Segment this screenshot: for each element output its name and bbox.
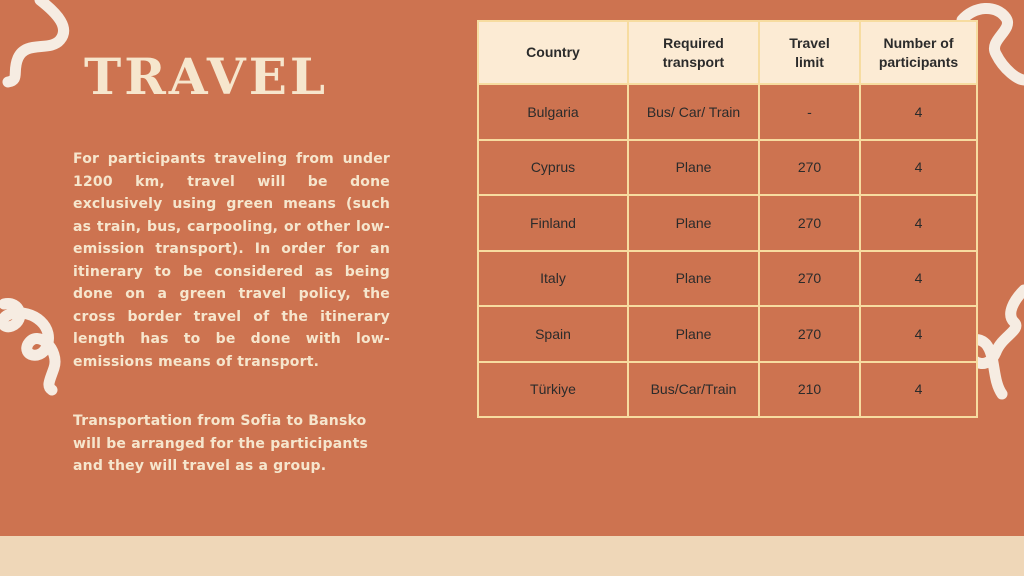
- header-travel-limit: [759, 21, 860, 84]
- cell-country: Finland: [478, 195, 628, 251]
- cell-country: Spain: [478, 306, 628, 362]
- cell-country: Türkiye: [478, 362, 628, 418]
- travel-table: [477, 20, 978, 418]
- transport-arrangement-paragraph: Transportation from Sofia to Bansko will be arranged for the participants and they will travel as a group.: [73, 413, 369, 474]
- table-row: [478, 140, 977, 196]
- squiggle-top-left-decoration: [0, 0, 80, 90]
- cell-participants: 4: [860, 251, 977, 307]
- squiggle-left-decoration: [0, 290, 75, 400]
- cell-travel-limit: 270: [759, 195, 860, 251]
- table-row: [478, 84, 977, 140]
- page-title: TRAVEL: [84, 47, 328, 106]
- cell-travel-limit: 270: [759, 140, 860, 196]
- table-header-row: [478, 21, 977, 84]
- header-required-transport: [628, 21, 759, 84]
- cell-transport: Bus/Car/Train: [628, 362, 759, 418]
- cell-transport: Bus/ Car/ Train: [628, 84, 759, 140]
- cell-participants: 4: [860, 140, 977, 196]
- cell-travel-limit: 270: [759, 251, 860, 307]
- cell-country: Italy: [478, 251, 628, 307]
- cell-country: Cyprus: [478, 140, 628, 196]
- cell-transport: Plane: [628, 251, 759, 307]
- header-country: Country: [478, 21, 628, 84]
- cell-travel-limit: -: [759, 84, 860, 140]
- header-number-of-participants: [860, 21, 977, 84]
- cell-participants: 4: [860, 306, 977, 362]
- cell-participants: 4: [860, 195, 977, 251]
- travel-table-container: [477, 20, 978, 418]
- cell-participants: 4: [860, 84, 977, 140]
- table-row: [478, 362, 977, 418]
- cell-participants: 4: [860, 362, 977, 418]
- header-travel-limit-line2: limit: [795, 53, 824, 70]
- cell-travel-limit: 270: [759, 306, 860, 362]
- header-participants-line1: Number of: [883, 34, 954, 51]
- table-row: [478, 195, 977, 251]
- table-row: [478, 306, 977, 362]
- table-row: [478, 251, 977, 307]
- cell-transport: Plane: [628, 195, 759, 251]
- bottom-band: [0, 536, 1024, 576]
- header-participants-line2: participants: [878, 53, 959, 70]
- cell-travel-limit: 210: [759, 362, 860, 418]
- header-required-transport-line2: transport: [662, 53, 725, 70]
- green-travel-paragraph: For participants traveling from under 1200 km, travel will be done exclusively using green means (such as train, bus, carpooling, or other low-emission transport). In order for an itinerary to be considered as being done on a green travel policy, the cross border travel of the itinerary length has to be done with low-emissions means of transport.: [73, 151, 390, 370]
- header-required-transport-line1: Required: [663, 34, 724, 51]
- cell-transport: Plane: [628, 306, 759, 362]
- cell-transport: Plane: [628, 140, 759, 196]
- header-travel-limit-line1: Travel: [789, 34, 830, 51]
- cell-country: Bulgaria: [478, 84, 628, 140]
